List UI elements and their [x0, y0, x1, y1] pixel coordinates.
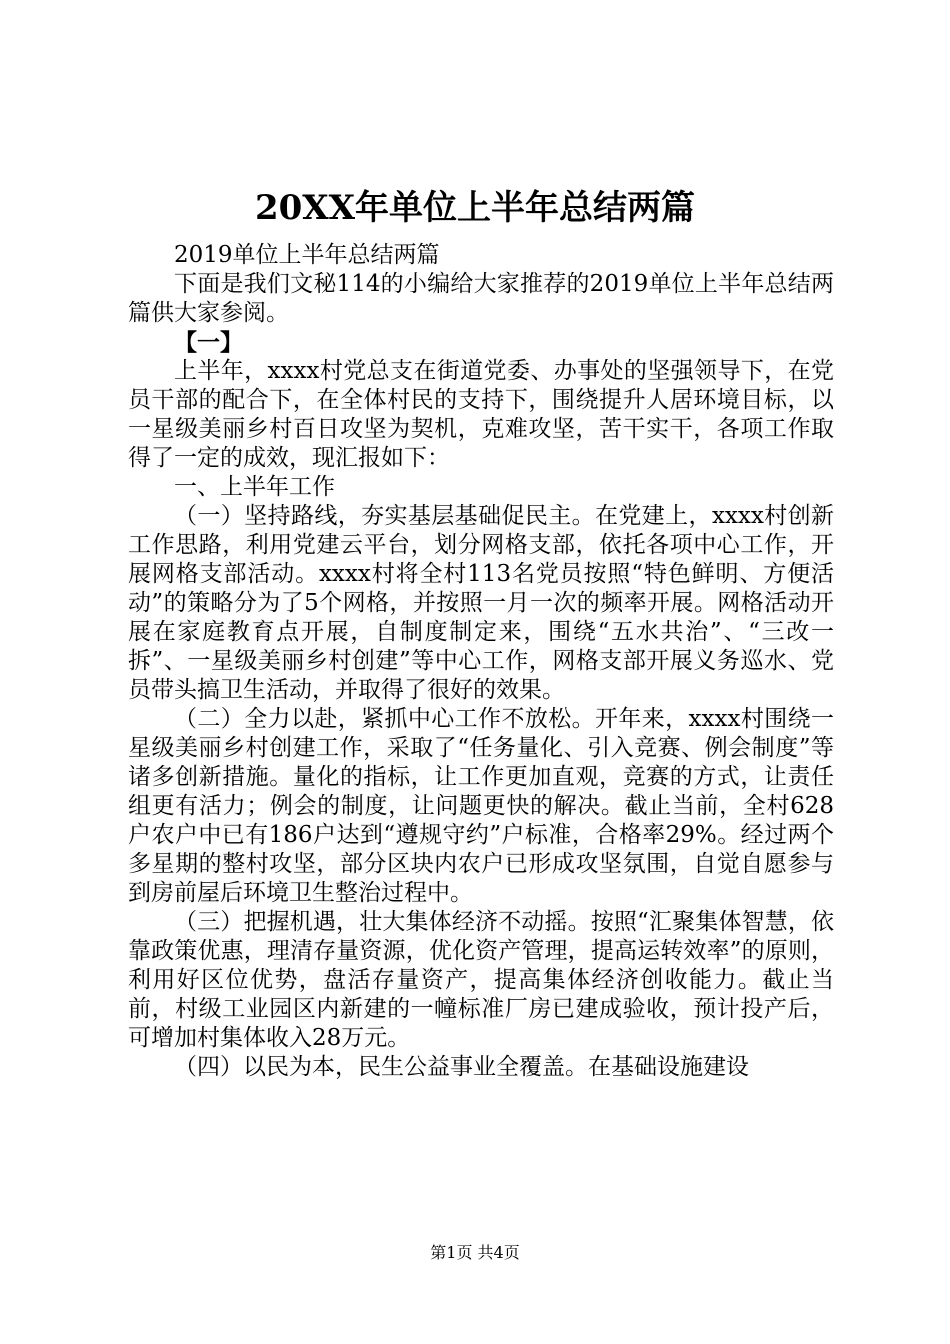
section-heading: 一、上半年工作 [174, 474, 335, 500]
paragraph-item-4: （四）以民为本，民生公益事业全覆盖。在基础设施建设 [174, 1054, 749, 1080]
paragraph-item-3: （三）把握机遇，壮大集体经济不动摇。按照“汇聚集体智慧，依靠政策优惠，理清存量资源，优化资产管理，提高运转效率”的原则，利用好区位优势，盘活存量资产，提高集体经济创收能力。截止当前，村级工业园区内新建的一幢标准厂房已建成验收，预计投产后，可增加村集体收入28万元。 [128, 909, 834, 1051]
page-footer: 第1页 共4页 [430, 1243, 520, 1262]
paragraph-item-1: （一）坚持路线，夯实基层基础促民主。在党建上，xxxx村创新工作思路，利用党建云平台，划分网格支部，依托各项中心工作，开展网格支部活动。xxxx村将全村113名党员按照“特色鲜明、方便活动”的策略分为了5个网格，并按照一月一次的频率开展。网格活动开展在家庭教育点开展，自制度制定来，围绕“五水共治”、“三改一拆”、一星级美丽乡村创建”等中心工作，网格支部开展义务巡水、党员带头搞卫生活动，并取得了很好的效果。 [128, 503, 834, 703]
paragraph-summary: 上半年，xxxx村党总支在街道党委、办事处的坚强领导下，在党员干部的配合下，在全体村民的支持下，围绕提升人居环境目标，以一星级美丽乡村百日攻坚为契机，克难攻坚，苦干实干，各项工作取得了一定的成效，现汇报如下： [128, 358, 834, 471]
paragraph-subtitle: 2019单位上半年总结两篇 [174, 242, 440, 268]
document-body [128, 241, 834, 1082]
document-title: 20XX年单位上半年总结两篇 [254, 188, 696, 228]
paragraph-intro: 下面是我们文秘114的小编给大家推荐的2019单位上半年总结两篇供大家参阅。 [128, 271, 834, 326]
paragraph-item-2: （二）全力以赴，紧抓中心工作不放松。开年来，xxxx村围绕一星级美丽乡村创建工作，采取了“任务量化、引入竞赛、例会制度”等诸多创新措施。量化的指标，让工作更加直观，竞赛的方式，让责任组更有活力；例会的制度，让问题更快的解决。截止当前，全村628户农户中已有186户达到“遵规守约”户标准，合格率29%。经过两个多星期的整村攻坚，部分区块内农户已形成攻坚氛围，自觉自愿参与到房前屋后环境卫生整治过程中。 [128, 706, 834, 906]
section-marker: 【一】 [174, 329, 243, 356]
